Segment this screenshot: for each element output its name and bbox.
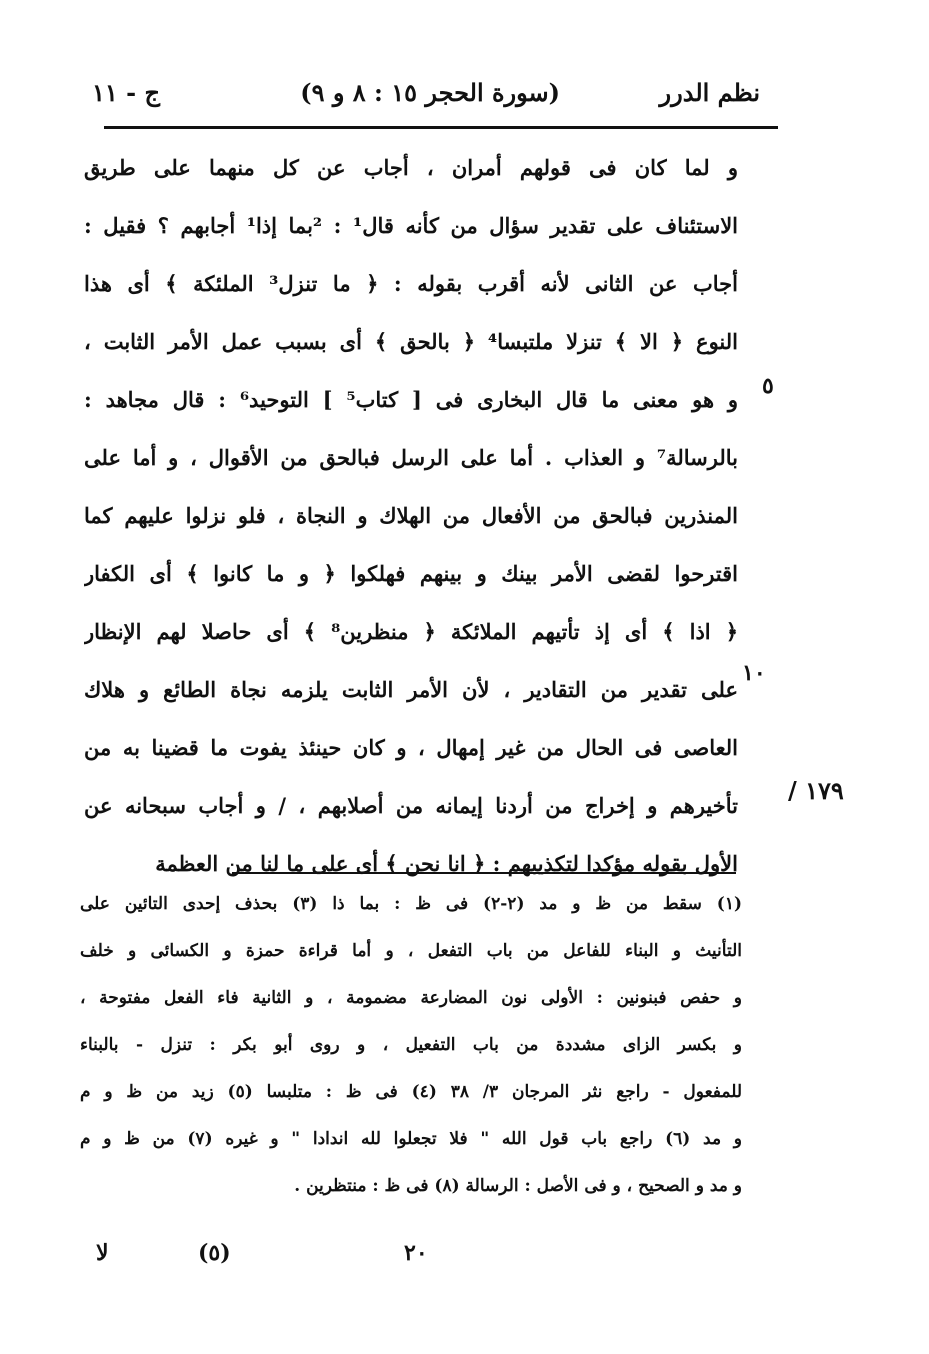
footnote-line: للمفعول - راجع نثر المرجان ٣/ ٣٨ (٤) فى ظ : متلبسا (٥) زيد من ظ و م xyxy=(80,1082,742,1102)
text-line: على تقدير من التقادير ، لأن الأمر الثابت يلزمه نجاة الطائع و هلاك xyxy=(84,677,738,702)
footnote-rule xyxy=(232,872,736,874)
text-line: ﴿ اذا ﴾ أى إذ تأتيهم الملائكة ﴿ منظرين⁸ ﴾ أى حاصلا لهم الإنظار xyxy=(84,619,738,644)
text-line: أجاب عن الثانى لأنه أقرب بقوله : ﴿ ما تنزل³ الملئكة ﴾ أى هذا xyxy=(84,271,738,296)
signature-mark: (٥) xyxy=(198,1240,231,1266)
line-number-5: ٥ xyxy=(762,373,774,399)
page-number: ٢٠ xyxy=(404,1240,428,1266)
footnote-line: (١) سقط من ظ و مد (٢-٢) فى ظ : بما ذا (٣) بحذف إحدى التائين على xyxy=(80,894,742,914)
volume-page: ج - ١١ xyxy=(92,78,160,107)
text-line: اقترحوا لقضى الأمر بينك و بينهم فهلكوا ﴿ و ما كانوا ﴾ أى الكفار xyxy=(84,561,738,586)
surah-reference: (سورة الحجر ١٥ : ٨ و ٩) xyxy=(300,78,560,107)
text-line: بالرسالة⁷ و العذاب . أما على الرسل فبالحق من الأقوال ، و أما على xyxy=(84,445,738,470)
footnote-line: التأنيث و البناء للفاعل من باب التفعل ، و أما قراءة حمزة و الكسائى و خلف xyxy=(80,941,742,961)
footnote-line: و مد و الصحيح ، و فى الأصل : الرسالة (٨) فى ظ : منتظرين . xyxy=(294,1176,742,1196)
main-text xyxy=(84,142,738,896)
footnote-line: و حفص فبنونين : الأولى نون المضارعة مضمومة ، و الثانية فاء الفعل مفتوحة ، xyxy=(80,988,742,1008)
text-line: العاصى فى الحال من غير إمهال ، و كان حينئذ يفوت ما قضينا به من xyxy=(84,735,738,760)
text-line: و هو معنى ما قال البخارى فى [ كتاب⁵ ] التوحيد⁶ : قال مجاهد : xyxy=(84,387,738,412)
book-title: نظم الدرر xyxy=(659,78,760,107)
printer-mark: لا xyxy=(96,1240,109,1266)
text-line: تأخيرهم و إخراج من أردنا إيمانه من أصلابهم ، / و أجاب سبحانه عن xyxy=(84,793,738,818)
header-rule xyxy=(104,126,778,129)
footnote-line: و بكسر الزاى مشددة من باب التفعيل ، و روى أبو بكر : تنزل - بالبناء xyxy=(80,1035,742,1055)
manuscript-folio-ref: ١٧٩ / xyxy=(788,776,844,805)
line-number-10: ١٠ xyxy=(742,660,766,686)
running-header xyxy=(92,78,760,118)
text-line: و لما كان فى قولهم أمران ، أجاب عن كل منهما على طريق xyxy=(84,155,738,180)
text-line: الأول بقوله مؤكدا لتكذيبهم : ﴿ انا نحن ﴾ أى على ما لنا من العظمة xyxy=(155,851,738,876)
text-line: النوع ﴿ الا ﴾ تنزلا ملتبسا⁴ ﴿ بالحق ﴾ أى بسبب عمل الأمر الثابت ، xyxy=(84,329,738,354)
text-line: المنذرين فبالحق من الأفعال من الهلاك و النجاة ، فلو نزلوا عليهم كما xyxy=(84,503,738,528)
text-line: الاستئناف على تقدير سؤال من كأنه قال¹ : ²بما إذا¹ أجابهم ؟ فقيل : xyxy=(84,213,738,238)
footnote-line: و مد (٦) راجع باب قول الله " فلا تجعلوا لله اندادا " و غيره (٧) من ظ و م xyxy=(80,1129,742,1149)
footnotes xyxy=(80,882,742,1211)
